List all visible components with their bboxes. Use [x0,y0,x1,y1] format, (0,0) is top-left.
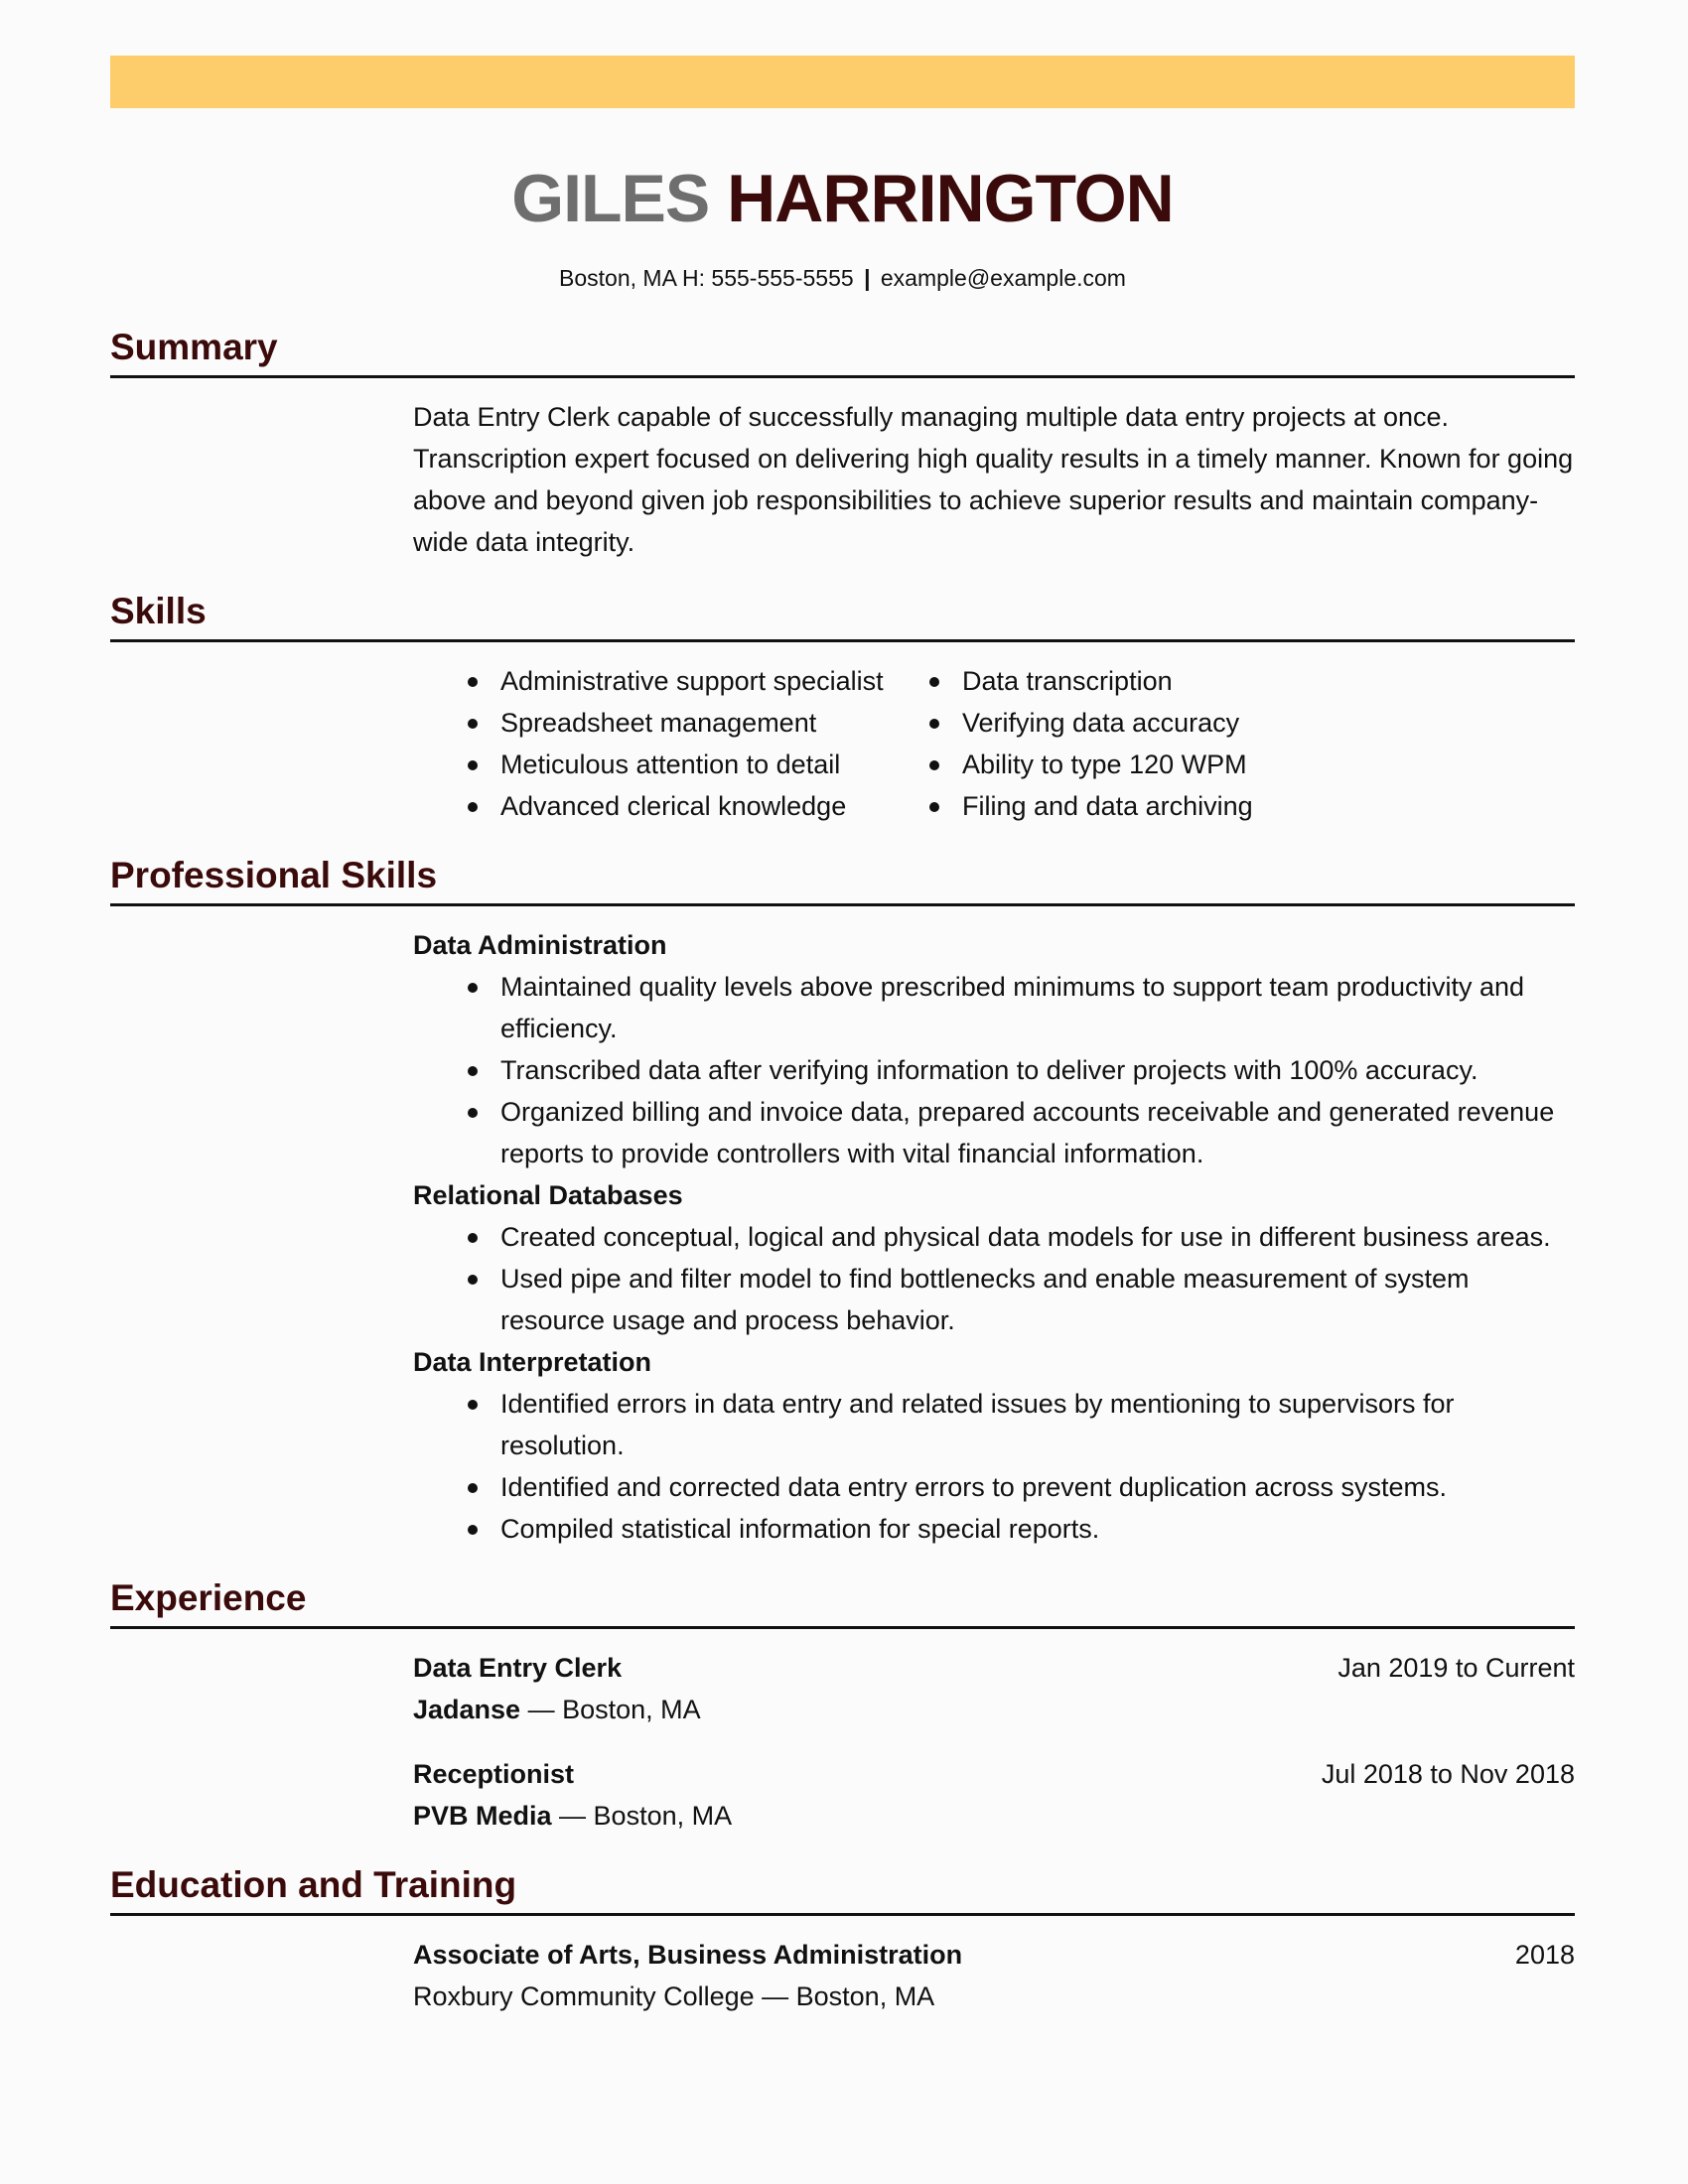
bullet-icon [468,1483,478,1493]
skill-group-items [413,966,1575,1174]
list-item-text: Identified and corrected data entry errors to prevent duplication across systems. [500,1472,1447,1502]
bullet-icon [929,719,939,729]
address-phone: Boston, MA H: 555-555-5555 [559,265,854,291]
bullet-icon [468,719,478,729]
list-item [934,702,1456,744]
job-title: Data Entry Clerk [413,1653,623,1683]
bullet-icon [929,802,939,812]
skill-group-items [413,1216,1575,1341]
job-location: — Boston, MA [551,1801,733,1831]
list-item-text: Organized billing and invoice data, prepared accounts receivable and generated revenue reports to provide controllers with vital financial information. [500,1097,1555,1168]
list-item [413,660,934,702]
list-item [413,1216,1575,1258]
accent-bar [110,56,1575,108]
professional-skills-heading: Professional Skills [110,853,1575,906]
list-item [413,1049,1575,1091]
list-item-text: Created conceptual, logical and physical data models for use in different business areas. [500,1222,1551,1252]
list-item-text: Administrative support specialist [500,666,884,696]
list-item-text: Spreadsheet management [500,708,817,738]
list-item [413,1508,1575,1550]
list-item-text: Used pipe and filter model to find bottlenecks and enable measurement of system resource usage and process behavior. [500,1264,1470,1335]
bullet-icon [468,1066,478,1076]
list-item-text: Transcribed data after verifying information to deliver projects with 100% accuracy. [500,1055,1478,1085]
bullet-icon [468,760,478,770]
summary-heading: Summary [110,325,1575,378]
education-entry [413,1934,1575,2017]
school: Roxbury Community College — Boston, MA [413,1981,935,2011]
list-item [413,966,1575,1049]
skills-heading: Skills [110,589,1575,642]
first-name: GILES [511,161,710,236]
skill-group-items [413,1383,1575,1550]
skills-list [413,660,1575,827]
skills-column-1 [413,660,934,827]
list-item [413,744,934,785]
list-item-text: Ability to type 120 WPM [962,750,1247,779]
list-item-text: Verifying data accuracy [962,708,1240,738]
candidate-name [110,154,1575,243]
job-entry [413,1647,1575,1730]
bullet-icon [468,1525,478,1535]
job-dates: Jul 2018 to Nov 2018 [1321,1759,1575,1789]
list-item [413,1383,1575,1466]
bullet-icon [468,1400,478,1410]
contact-line [110,261,1575,295]
list-item-text: Compiled statistical information for special reports. [500,1514,1100,1544]
list-item [413,1091,1575,1174]
professional-skills-list [413,924,1575,1550]
bullet-icon [929,677,939,687]
email-link[interactable]: example@example.com [880,265,1126,291]
degree: Associate of Arts, Business Administration [413,1940,963,1970]
resume-page [110,56,1575,2017]
list-item [934,660,1456,702]
graduation-year: 2018 [1514,1940,1575,1970]
bullet-icon [468,1275,478,1285]
skills-column-2 [934,660,1456,827]
experience-list [413,1647,1575,1837]
bullet-icon [468,802,478,812]
skill-group-title: Data Administration [413,930,667,960]
bullet-icon [929,760,939,770]
list-item [934,785,1456,827]
bullet-icon [468,983,478,993]
list-item [413,1466,1575,1508]
experience-heading: Experience [110,1575,1575,1629]
list-item-text: Advanced clerical knowledge [500,791,847,821]
list-item-text: Maintained quality levels above prescribed minimums to support team productivity and efficiency. [500,972,1525,1043]
bullet-icon [468,1233,478,1243]
bullet-icon [468,677,478,687]
job-entry [413,1753,1575,1837]
bullet-icon [468,1108,478,1118]
list-item [934,744,1456,785]
list-item-text: Identified errors in data entry and related issues by mentioning to supervisors for resolution. [500,1389,1455,1460]
list-item [413,785,934,827]
separator: | [864,265,871,291]
job-dates: Jan 2019 to Current [1337,1653,1575,1683]
job-company: PVB Media [413,1801,552,1831]
last-name: HARRINGTON [727,161,1174,236]
summary-text: Data Entry Clerk capable of successfully managing multiple data entry projects at once. Transcription expert focused on delivering high quality results in a timely manner. Known for going above and beyond given job responsibilities to achieve superior results and maintain company-wide data integrity. [413,402,1574,557]
list-item [413,1258,1575,1341]
list-item-text: Meticulous attention to detail [500,750,841,779]
list-item [413,702,934,744]
job-title: Receptionist [413,1759,575,1789]
job-location: — Boston, MA [520,1695,701,1724]
skill-group-title: Data Interpretation [413,1347,652,1377]
skill-group-title: Relational Databases [413,1180,683,1210]
list-item-text: Data transcription [962,666,1173,696]
education-heading: Education and Training [110,1862,1575,1916]
list-item-text: Filing and data archiving [962,791,1253,821]
job-company: Jadanse [413,1695,521,1724]
